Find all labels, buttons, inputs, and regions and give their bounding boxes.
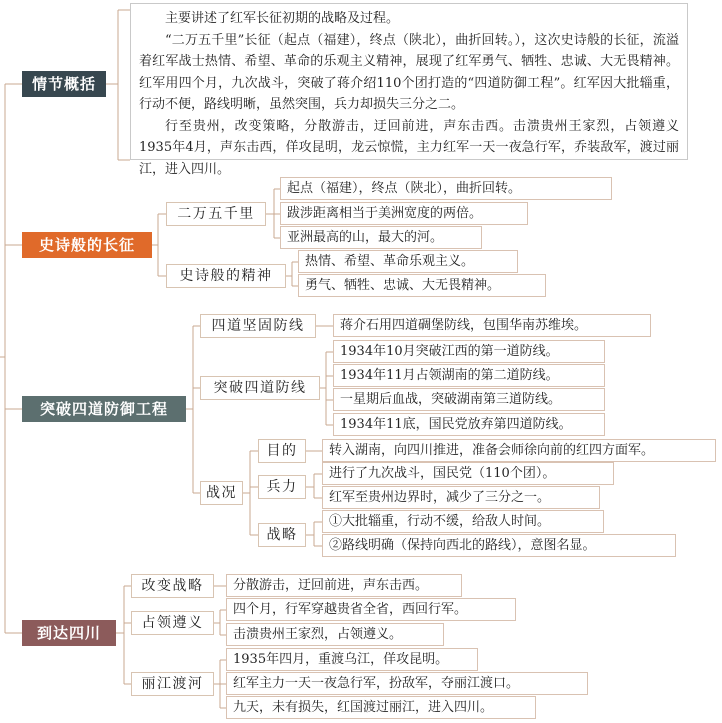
leaf-item: 起点（福建），终点（陕北），曲折回转。: [280, 177, 612, 200]
leaf-item: 转入湖南，向四川推进，准备会师徐向前的红四方面军。: [322, 439, 716, 462]
branch-breakthrough[interactable]: 突破四道防御工程: [22, 396, 186, 422]
node-purpose[interactable]: 目的: [258, 439, 306, 463]
leaf-item: 蒋介石用四道碉堡防线，包围华南苏维埃。: [333, 314, 651, 337]
node-break-four-lines[interactable]: 突破四道防线: [200, 376, 320, 400]
leaf-item: 1935年四月，重渡乌江，佯攻昆明。: [226, 648, 478, 671]
node-strategy[interactable]: 战略: [258, 523, 306, 547]
leaf-item: 1934年10月突破江西的第一道防线。: [333, 340, 605, 363]
summary-paragraph: “二万五千里”长征（起点（福建），终点（陕北），曲折回转。），这次史诗般的长征，流溢着红军战士热情、希望、革命的乐观主义精神，展现了红军勇气、牺牲、忠诚、大无畏精神。红军用四个月，九次战斗，突破了蒋介绍110个团打造的“四道防御工程”。红军因大批辎重，行动不便，路线明晰，虽然突围，兵力却损失三分之二。: [139, 32, 679, 112]
node-four-defense-lines[interactable]: 四道坚固防线: [200, 314, 316, 338]
leaf-item: 进行了九次战斗，国民党（110个团）。: [322, 462, 614, 485]
leaf-item: 亚洲最高的山，最大的河。: [280, 226, 482, 249]
node-occupy-zunyi[interactable]: 占领遵义: [131, 611, 214, 635]
branch-epic-march[interactable]: 史诗般的长征: [22, 232, 152, 258]
leaf-item: 热情、希望、革命乐观主义。: [298, 250, 518, 273]
leaf-item: 红军主力一天一夜急行军，扮敌军，夺丽江渡口。: [226, 672, 588, 695]
leaf-item: 跋涉距离相当于美洲宽度的两倍。: [280, 202, 528, 225]
node-twentyfive-thousand[interactable]: 二万五千里: [166, 202, 266, 226]
node-epic-spirit[interactable]: 史诗般的精神: [166, 264, 286, 288]
summary-paragraph: 主要讲述了红军长征初期的战略及过程。: [165, 11, 400, 26]
node-cross-lijiang[interactable]: 丽江渡河: [131, 672, 214, 696]
leaf-item: 勇气、牺牲、忠诚、大无畏精神。: [298, 274, 546, 297]
leaf-item: ①大批辎重，行动不缓，给敌人时间。: [322, 510, 604, 533]
branch-plot-summary[interactable]: 情节概括: [22, 71, 106, 97]
summary-paragraph: 行至贵州，改变策略，分散游击，迂回前进，声东击西。击溃贵州王家烈，占领遵义1935年4月，声东击西，佯攻昆明，龙云惊慌，主力红军一天一夜急行军，乔装敌军，渡过丽江，进入四川。: [139, 118, 679, 177]
leaf-item: 1934年11底，国民党放弃第四道防线。: [333, 413, 605, 436]
leaf-item: 红军至贵州边界时，减少了三分之一。: [322, 486, 600, 509]
leaf-item: 一星期后血战，突破湖南第三道防线。: [333, 388, 605, 411]
leaf-item: ②路线明确（保持向西北的路线），意图名显。: [322, 534, 676, 557]
leaf-item: 分散游击，迂回前进，声东击西。: [226, 574, 462, 597]
leaf-item: 1934年11月占领湖南的第二道防线。: [333, 364, 605, 387]
node-troops[interactable]: 兵力: [258, 475, 306, 499]
node-situation[interactable]: 战况: [200, 481, 243, 505]
branch-arrive-sichuan[interactable]: 到达四川: [22, 620, 116, 646]
leaf-item: 击溃贵州王家烈，占领遵义。: [226, 623, 444, 646]
leaf-item: 四个月，行军穿越贵省全省，西回行军。: [226, 598, 516, 621]
leaf-item: 九天，未有损失，红国渡过丽江，进入四川。: [226, 696, 536, 719]
plot-summary-text: [130, 3, 688, 177]
node-change-strategy[interactable]: 改变战略: [131, 574, 214, 598]
